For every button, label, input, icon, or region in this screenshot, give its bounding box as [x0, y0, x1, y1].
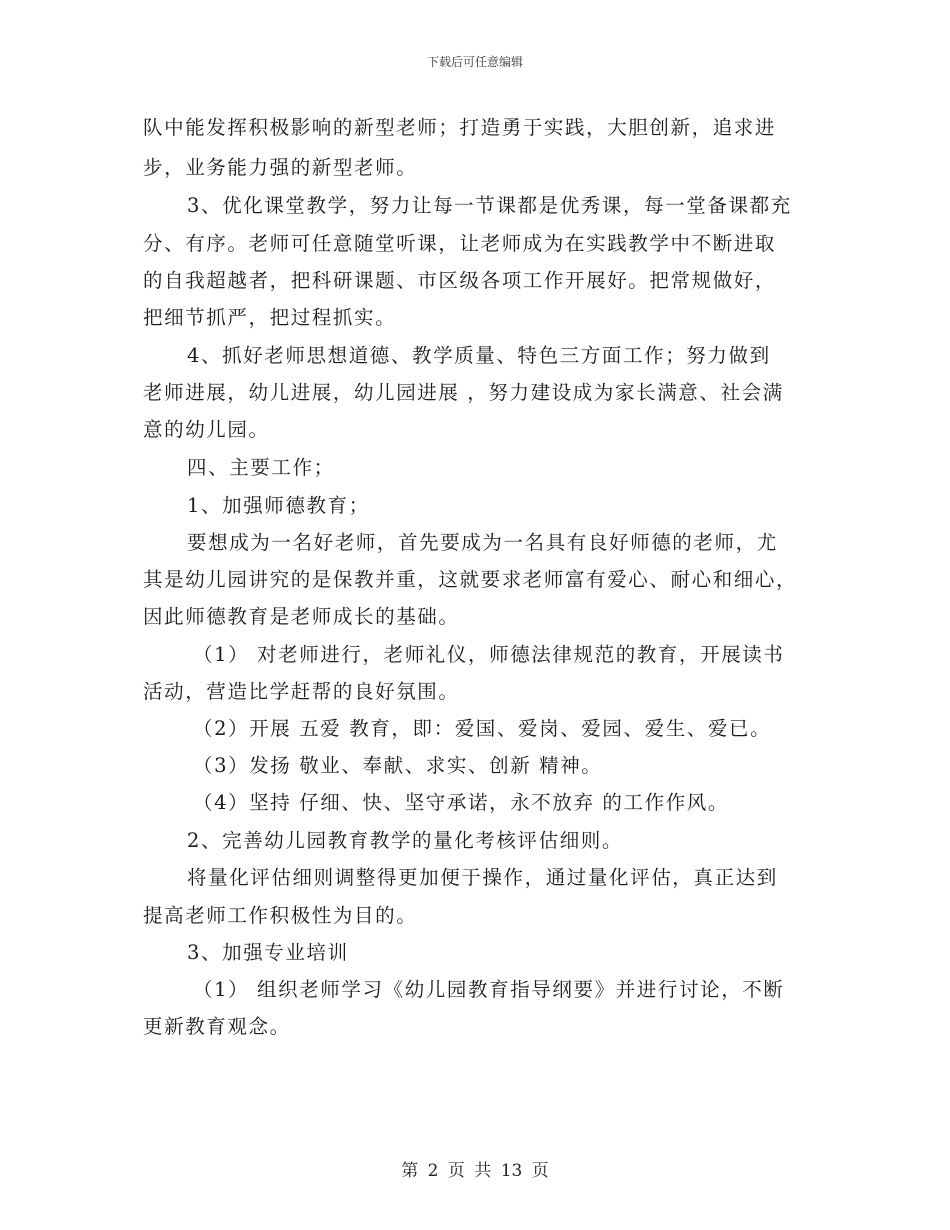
subsection-heading: 3、加强专业培训: [187, 941, 349, 964]
text-line: 更新教育观念。: [143, 1015, 291, 1038]
text-line: 的自我超越者，把科研课题、市区级各项工作开展好。把常规做好，: [143, 269, 777, 292]
list-item: （4）坚持 仔细、快、坚守承诺，永不放弃 的工作作风。: [193, 791, 730, 814]
text-line: 老师进展，幼儿进展，幼儿园进展 ，努力建设成为家长满意、社会满: [143, 381, 784, 404]
text-line: 步，业务能力强的新型老师。: [143, 156, 418, 179]
text-line: 要想成为一名好老师，首先要成为一名具有良好师德的老师，尤: [187, 531, 778, 554]
text-line: 提高老师工作积极性为目的。: [143, 904, 418, 927]
text-line: 3、优化课堂教学，努力让每一节课都是优秀课，每一堂备课都充: [187, 194, 792, 217]
text-line: 其是幼儿园讲究的是保教并重，这就要求老师富有爱心、耐心和细心，: [143, 568, 798, 591]
text-line: 队中能发挥积极影响的新型老师；打造勇于实践，大胆创新，追求进: [143, 116, 777, 139]
page-number: 第 2 页 共 13 页: [401, 1161, 549, 1181]
text-line: 分、有序。老师可任意随堂听课，让老师成为在实践教学中不断进取: [143, 232, 777, 255]
text-line: 意的幼儿园。: [143, 418, 270, 441]
list-item: （2）开展 五爱 教育，即：爱国、爱岗、爱园、爱生、爱已。: [193, 717, 772, 740]
page-header: 下载后可任意编辑: [426, 55, 523, 69]
text-line: 因此师德教育是老师成长的基础。: [143, 605, 460, 628]
subsection-heading: 2、完善幼儿园教育教学的量化考核评估细则。: [187, 829, 624, 852]
subsection-heading: 1、加强师德教育；: [187, 494, 370, 517]
list-item: （1） 组织老师学习《幼儿园教育指导纲要》并进行讨论，不断: [193, 978, 785, 1001]
list-item: （3）发扬 敬业、奉献、求实、创新 精神。: [193, 754, 603, 777]
text-line: 4、抓好老师思想道德、教学质量、特色三方面工作；努力做到: [187, 344, 771, 367]
section-heading: 四、主要工作；: [187, 456, 335, 479]
text-line: 活动，营造比学赶帮的良好氛围。: [143, 680, 460, 703]
list-item: （1） 对老师进行，老师礼仪，师德法律规范的教育，开展读书: [193, 643, 785, 666]
text-line: 将量化评估细则调整得更加便于操作，通过量化评估，真正达到: [187, 866, 778, 889]
text-line: 把细节抓严，把过程抓实。: [143, 306, 397, 329]
